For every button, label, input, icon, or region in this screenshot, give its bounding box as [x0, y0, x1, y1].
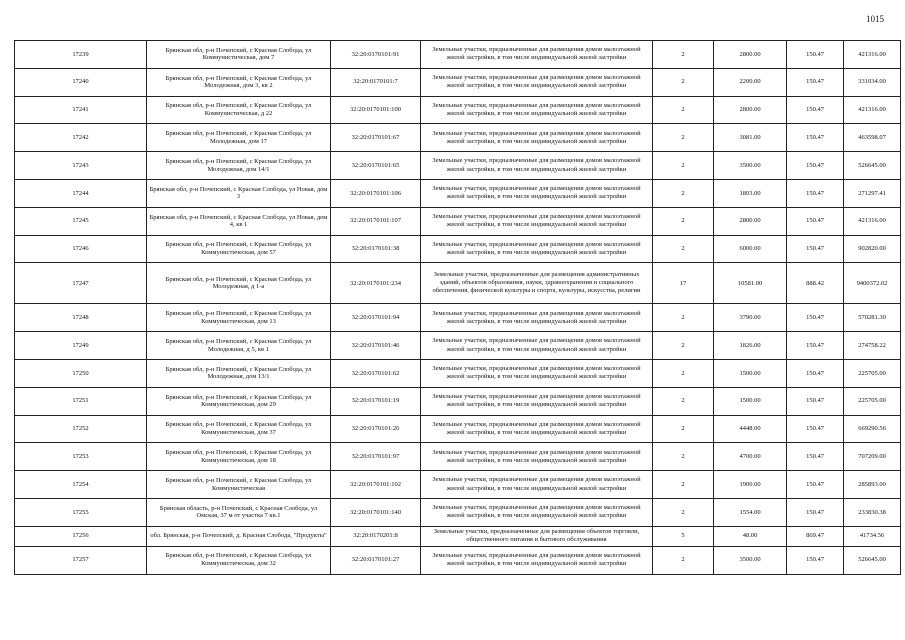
cell-area: 1554.00 — [714, 498, 787, 526]
cell-value: 9400372.02 — [844, 263, 901, 304]
cell-cadastral: 32:20:0170101:140 — [331, 498, 421, 526]
cell-area: 10581.00 — [714, 263, 787, 304]
cell-value: 274758.22 — [844, 332, 901, 360]
cell-num: 17239 — [15, 41, 147, 69]
table-row — [15, 41, 901, 69]
cell-rate: 150.47 — [787, 332, 844, 360]
table-row — [15, 332, 901, 360]
cell-address: Брянская обл, р-н Почепский, с Красная Слобода, ул Коммунистическая, дом 7 — [147, 41, 331, 69]
cell-class: 2 — [653, 304, 714, 332]
cell-num: 17241 — [15, 96, 147, 124]
table-body — [15, 41, 901, 575]
cell-rate: 150.47 — [787, 415, 844, 443]
cell-rate: 888.42 — [787, 263, 844, 304]
cell-num: 17253 — [15, 443, 147, 471]
cell-rate: 150.47 — [787, 235, 844, 263]
cell-purpose: Земельные участки, предназначенные для размещения домов малоэтажной жилой застройки, в том числе индивидуальной жилой застройки — [421, 443, 653, 471]
cell-purpose: Земельные участки, предназначенные для размещения административных зданий, объектов образования, науки, здравоохранения и социального обеспечения, физической культуры и спорта, культуры, искусства, религии — [421, 263, 653, 304]
cell-class: 17 — [653, 263, 714, 304]
cell-address: Брянская обл, р-н Почепский, с Красная Слобода, ул Молодежная, д 5, кв 1 — [147, 332, 331, 360]
cell-address: Брянская обл, р-н Почепский, с Красная Слобода, ул Коммунистическая, дом 29 — [147, 387, 331, 415]
cell-class: 2 — [653, 179, 714, 207]
table-row — [15, 96, 901, 124]
cell-rate: 150.47 — [787, 304, 844, 332]
cell-purpose: Земельные участки, предназначенные для размещения домов малоэтажной жилой застройки, в том числе индивидуальной жилой застройки — [421, 498, 653, 526]
cell-num: 17252 — [15, 415, 147, 443]
cell-area: 3081.00 — [714, 124, 787, 152]
cell-address: Брянская обл, р-н Почепский, с Красная Слобода, ул Коммунистическая — [147, 471, 331, 499]
cell-value: 526645.00 — [844, 546, 901, 574]
cell-address: Брянская обл, р-н Почепский, с Красная Слобода, ул Молодежная, дом 13/1 — [147, 359, 331, 387]
table-row — [15, 526, 901, 546]
cell-rate: 869.47 — [787, 526, 844, 546]
cell-address: обл. Брянская, р-н Почепский, д. Красная Слобода, "Продукты" — [147, 526, 331, 546]
cell-cadastral: 32:20:0170201:8 — [331, 526, 421, 546]
cell-address: Брянская обл, р-н Почепский, с Красная Слобода, ул Коммунистическая, дом 32 — [147, 546, 331, 574]
cell-num: 17243 — [15, 152, 147, 180]
cell-area: 4448.00 — [714, 415, 787, 443]
cell-address: Брянская обл, р-н Почепский, с Красная Слобода, ул Молодежная, дом 14/1 — [147, 152, 331, 180]
cell-class: 2 — [653, 387, 714, 415]
table-row — [15, 443, 901, 471]
cell-rate: 150.47 — [787, 498, 844, 526]
cell-value: 271297.41 — [844, 179, 901, 207]
cell-value: 421316.00 — [844, 41, 901, 69]
cell-class: 2 — [653, 359, 714, 387]
cell-rate: 150.47 — [787, 152, 844, 180]
cell-purpose: Земельные участки, предназначенные для размещения домов малоэтажной жилой застройки, в том числе индивидуальной жилой застройки — [421, 96, 653, 124]
cell-area: 3500.00 — [714, 152, 787, 180]
cell-purpose: Земельные участки, предназначенные для размещения домов малоэтажной жилой застройки, в том числе индивидуальной жилой застройки — [421, 179, 653, 207]
cell-area: 1826.00 — [714, 332, 787, 360]
cell-area: 2800.00 — [714, 96, 787, 124]
cell-area: 2800.00 — [714, 207, 787, 235]
cell-purpose: Земельные участки, предназначенные для размещения домов малоэтажной жилой застройки, в том числе индивидуальной жилой застройки — [421, 152, 653, 180]
table-row — [15, 498, 901, 526]
table-row — [15, 304, 901, 332]
cell-num: 17250 — [15, 359, 147, 387]
cell-cadastral: 32:20:0170101:100 — [331, 96, 421, 124]
cell-num: 17255 — [15, 498, 147, 526]
table-row — [15, 387, 901, 415]
cell-class: 2 — [653, 207, 714, 235]
cell-area: 6000.00 — [714, 235, 787, 263]
table-row — [15, 263, 901, 304]
cell-address: Брянская обл, р-н Почепский, с Красная Слобода, ул Молодежная, дом 3, кв 2 — [147, 68, 331, 96]
cell-value: 421316.00 — [844, 96, 901, 124]
table-row — [15, 359, 901, 387]
cell-value: 225705.00 — [844, 387, 901, 415]
cell-cadastral: 32:20:0170101:46 — [331, 332, 421, 360]
cell-rate: 150.47 — [787, 443, 844, 471]
table-row — [15, 68, 901, 96]
cell-value: 669290.56 — [844, 415, 901, 443]
cell-value: 707209.00 — [844, 443, 901, 471]
cell-address: Брянская обл, р-н Почепский, с Красная Слобода, ул Коммунистическая, дом 18 — [147, 443, 331, 471]
cell-cadastral: 32:20:0170101:67 — [331, 124, 421, 152]
cell-class: 2 — [653, 443, 714, 471]
cell-class: 2 — [653, 96, 714, 124]
cell-class: 2 — [653, 41, 714, 69]
cell-cadastral: 32:20:0170101:19 — [331, 387, 421, 415]
table-row — [15, 179, 901, 207]
cell-num: 17247 — [15, 263, 147, 304]
cell-cadastral: 32:20:0170101:94 — [331, 304, 421, 332]
cell-purpose: Земельные участки, предназначенные для размещения домов малоэтажной жилой застройки, в том числе индивидуальной жилой застройки — [421, 387, 653, 415]
cell-address: Брянская обл, р-н Почепский, с Красная Слобода, ул Коммунистическая, дом 57 — [147, 235, 331, 263]
cell-class: 5 — [653, 526, 714, 546]
cell-class: 2 — [653, 415, 714, 443]
cell-num: 17246 — [15, 235, 147, 263]
page-number: 1015 — [866, 14, 884, 24]
cell-value: 233830.38 — [844, 498, 901, 526]
cell-value: 225705.00 — [844, 359, 901, 387]
cell-address: Брянская обл, р-н Почепский, с Красная Слобода, ул Коммунистическая, дом 37 — [147, 415, 331, 443]
cell-rate: 150.47 — [787, 207, 844, 235]
cell-rate: 150.47 — [787, 359, 844, 387]
cell-class: 2 — [653, 546, 714, 574]
table-row — [15, 235, 901, 263]
cell-purpose: Земельные участки, предназначенные для размещения домов малоэтажной жилой застройки, в том числе индивидуальной жилой застройки — [421, 68, 653, 96]
cell-purpose: Земельные участки, предназначенные для размещения домов малоэтажной жилой застройки, в том числе индивидуальной жилой застройки — [421, 304, 653, 332]
cell-purpose: Земельные участки, предназначенные для размещения домов малоэтажной жилой застройки, в том числе индивидуальной жилой застройки — [421, 124, 653, 152]
cell-address: Брянская обл, р-н Почепский, с Красная Слобода, ул Коммунистическая, дом 13 — [147, 304, 331, 332]
table-row — [15, 152, 901, 180]
table-row — [15, 471, 901, 499]
cell-num: 17248 — [15, 304, 147, 332]
cell-num: 17244 — [15, 179, 147, 207]
cell-purpose: Земельные участки, предназначенные для размещения домов малоэтажной жилой застройки, в том числе индивидуальной жилой застройки — [421, 235, 653, 263]
cell-area: 1500.00 — [714, 387, 787, 415]
cell-rate: 150.47 — [787, 96, 844, 124]
cell-value: 526645.00 — [844, 152, 901, 180]
cell-address: Брянская обл, р-н Почепский, с Красная Слобода, ул Новая, дом 3 — [147, 179, 331, 207]
cell-cadastral: 32:20:0170101:102 — [331, 471, 421, 499]
cell-class: 2 — [653, 332, 714, 360]
cell-num: 17256 — [15, 526, 147, 546]
cell-num: 17254 — [15, 471, 147, 499]
cell-area: 1900.00 — [714, 471, 787, 499]
cell-purpose: Земельные участки, предназначенные для размещения домов малоэтажной жилой застройки, в том числе индивидуальной жилой застройки — [421, 415, 653, 443]
cell-address: Брянская обл, р-н Почепский, с Красная Слобода, ул Молодежная, д 1-а — [147, 263, 331, 304]
cell-class: 2 — [653, 471, 714, 499]
table-row — [15, 415, 901, 443]
cell-cadastral: 32:20:0170101:7 — [331, 68, 421, 96]
cell-num: 17245 — [15, 207, 147, 235]
cell-cadastral: 32:20:0170101:97 — [331, 443, 421, 471]
cell-rate: 150.47 — [787, 179, 844, 207]
cell-cadastral: 32:20:0170101:65 — [331, 152, 421, 180]
cell-value: 285893.00 — [844, 471, 901, 499]
cell-cadastral: 32:20:0170101:107 — [331, 207, 421, 235]
cell-rate: 150.47 — [787, 41, 844, 69]
cell-purpose: Земельные участки, предназначенные для размещения домов малоэтажной жилой застройки, в том числе индивидуальной жилой застройки — [421, 359, 653, 387]
cell-num: 17257 — [15, 546, 147, 574]
cell-area: 48.00 — [714, 526, 787, 546]
cell-cadastral: 32:20:0170101:38 — [331, 235, 421, 263]
cell-address: Брянская обл, р-н Почепский, с Красная Слобода, ул Новая, дом 4, кв 1 — [147, 207, 331, 235]
cell-class: 2 — [653, 68, 714, 96]
cell-rate: 150.47 — [787, 546, 844, 574]
cell-rate: 150.47 — [787, 471, 844, 499]
table-row — [15, 124, 901, 152]
cell-value: 463598.07 — [844, 124, 901, 152]
cell-purpose: Земельные участки, предназначенные для размещения домов малоэтажной жилой застройки, в том числе индивидуальной жилой застройки — [421, 471, 653, 499]
cell-value: 41734.56 — [844, 526, 901, 546]
cell-area: 1500.00 — [714, 359, 787, 387]
cell-area: 2200.00 — [714, 68, 787, 96]
cell-cadastral: 32:20:0170101:27 — [331, 546, 421, 574]
cell-address: Брянская обл, р-н Почепский, с Красная Слобода, ул Молодежная, дом 17 — [147, 124, 331, 152]
cell-class: 2 — [653, 152, 714, 180]
cell-value: 331034.00 — [844, 68, 901, 96]
cell-value: 570281.30 — [844, 304, 901, 332]
cell-cadastral: 32:20:0170101:234 — [331, 263, 421, 304]
cell-cadastral: 32:20:0170101:91 — [331, 41, 421, 69]
cell-cadastral: 32:20:0170101:106 — [331, 179, 421, 207]
cell-purpose: Земельные участки, предназначенные для размещения домов малоэтажной жилой застройки, в том числе индивидуальной жилой застройки — [421, 546, 653, 574]
cell-value: 902820.00 — [844, 235, 901, 263]
cell-purpose: Земельные участки, предназначенные для размещения домов малоэтажной жилой застройки, в том числе индивидуальной жилой застройки — [421, 207, 653, 235]
cell-num: 17251 — [15, 387, 147, 415]
cell-value: 421316.00 — [844, 207, 901, 235]
cell-class: 2 — [653, 235, 714, 263]
cell-area: 1803.00 — [714, 179, 787, 207]
cell-cadastral: 32:20:0170101:62 — [331, 359, 421, 387]
cell-purpose: Земельные участки, предназначенные для размещения домов малоэтажной жилой застройки, в том числе индивидуальной жилой застройки — [421, 332, 653, 360]
cell-num: 17249 — [15, 332, 147, 360]
cell-purpose: Земельные участки, предназначенные для размещения объектов торговли, общественного питания и бытового обслуживания — [421, 526, 653, 546]
land-registry-table — [14, 40, 901, 575]
cell-class: 2 — [653, 124, 714, 152]
cell-rate: 150.47 — [787, 124, 844, 152]
cell-num: 17242 — [15, 124, 147, 152]
cell-area: 2800.00 — [714, 41, 787, 69]
cell-num: 17240 — [15, 68, 147, 96]
cell-rate: 150.47 — [787, 387, 844, 415]
cell-cadastral: 32:20:0170101:26 — [331, 415, 421, 443]
cell-class: 2 — [653, 498, 714, 526]
cell-area: 3500.00 — [714, 546, 787, 574]
cell-address: Брянская обл, р-н Почепский, с Красная Слобода, ул Коммунистическая, д 22 — [147, 96, 331, 124]
table-row — [15, 546, 901, 574]
cell-purpose: Земельные участки, предназначенные для размещения домов малоэтажной жилой застройки, в том числе индивидуальной жилой застройки — [421, 41, 653, 69]
cell-address: Брянская область, р-н Почепский, с Красная Слобода, ул Омская, 37 м от участка 7 кв.1 — [147, 498, 331, 526]
cell-rate: 150.47 — [787, 68, 844, 96]
cell-area: 4700.00 — [714, 443, 787, 471]
table-row — [15, 207, 901, 235]
cell-area: 3790.00 — [714, 304, 787, 332]
